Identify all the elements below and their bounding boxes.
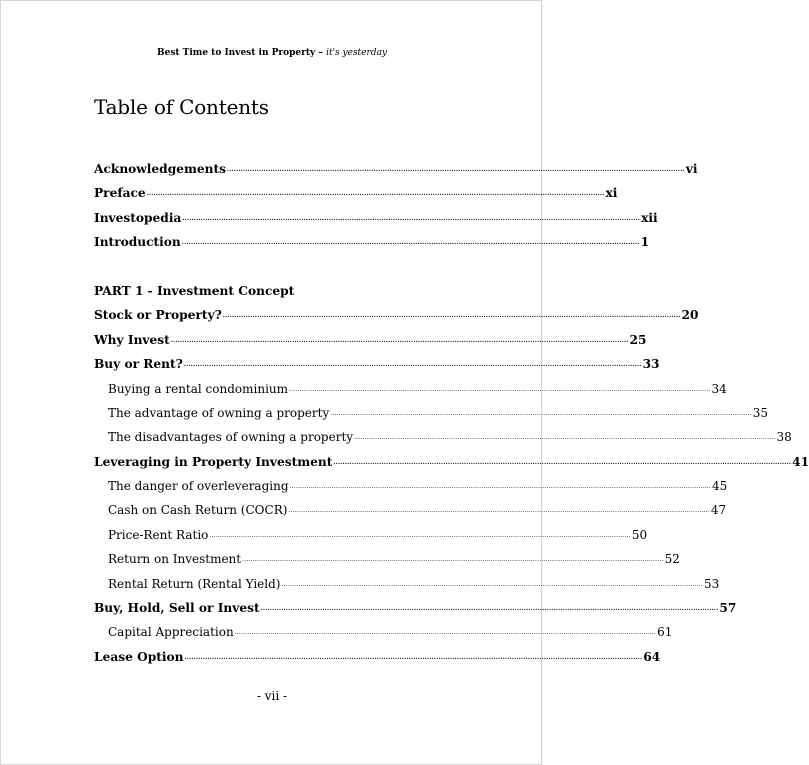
- toc-entry-label: Price-Rent Ratio: [108, 527, 209, 542]
- toc-entry[interactable]: [94, 503, 727, 527]
- toc-entry-label: Investopedia: [94, 210, 182, 225]
- toc-entry[interactable]: [94, 405, 768, 430]
- toc-entry[interactable]: [94, 649, 661, 674]
- toc-entry-page: 35: [752, 405, 768, 420]
- toc-entry-label: The advantage of owning a property: [108, 405, 330, 420]
- book-title: Best Time to Invest in Property: [156, 48, 316, 58]
- toc-entry[interactable]: [94, 186, 618, 210]
- toc-entry[interactable]: [94, 210, 658, 235]
- toc-entry-label: Leveraging in Property Investment: [94, 454, 333, 469]
- toc-entry-label: Acknowledgements: [94, 162, 226, 176]
- front-matter-list: [94, 162, 698, 260]
- book-subtitle: it's yesterday: [326, 48, 388, 58]
- dot-leader: ........................................................................................................................................................................................................: [181, 239, 640, 247]
- toc-entry-label: Stock or Property?: [94, 308, 222, 323]
- toc-title: Table of Contents: [94, 95, 269, 119]
- dot-leader: ........................................................................................................................................................................................................: [333, 458, 792, 466]
- page-number: - vii -: [256, 689, 288, 703]
- toc-entry[interactable]: [94, 332, 647, 357]
- toc-entry[interactable]: [94, 308, 699, 332]
- toc-entry-label: Buy or Rent?: [94, 357, 183, 372]
- toc-entry[interactable]: [94, 162, 698, 186]
- dot-leader: ........................................................................................................................................................................................................: [183, 361, 642, 369]
- toc-entry-page: 34: [711, 381, 727, 396]
- toc-entry-label: Rental Return (Rental Yield): [108, 576, 281, 591]
- toc-entry[interactable]: [94, 527, 648, 552]
- toc-entry-page: 57: [719, 601, 737, 616]
- toc-entry-page: 25: [629, 332, 647, 347]
- toc-entry[interactable]: [94, 454, 809, 479]
- toc-entry[interactable]: [94, 357, 660, 381]
- table-of-contents: [94, 162, 809, 674]
- header-separator: –: [315, 48, 327, 58]
- dot-leader: ........................................................................................................................................................................................................: [260, 605, 719, 613]
- toc-entry-label: Preface: [94, 186, 146, 201]
- toc-entry[interactable]: [94, 601, 737, 625]
- dot-leader: ........................................................................................................................................................................................................: [289, 385, 711, 393]
- toc-entry[interactable]: [94, 235, 650, 259]
- toc-entry-page: 47: [710, 503, 727, 518]
- toc-entry-page: 45: [711, 479, 728, 494]
- dot-leader: ........................................................................................................................................................................................................: [281, 580, 703, 588]
- toc-entry-page: 53: [703, 576, 720, 591]
- toc-entry[interactable]: [94, 625, 673, 649]
- dot-leader: ........................................................................................................................................................................................................: [146, 190, 605, 198]
- part-heading: PART 1 - Investment Concept: [94, 283, 295, 298]
- running-header: [1, 48, 543, 58]
- dot-leader: ........................................................................................................................................................................................................: [227, 166, 685, 173]
- toc-entry-label: The disadvantages of owning a property: [108, 430, 354, 445]
- toc-entry-label: Lease Option: [94, 649, 184, 664]
- toc-entry-page: 52: [664, 552, 680, 567]
- toc-entry-label: The danger of overleveraging: [108, 479, 289, 494]
- toc-entry-page: 61: [657, 625, 673, 640]
- toc-entry-label: Buy, Hold, Sell or Invest: [94, 601, 260, 616]
- toc-entry-page: 41: [792, 454, 809, 469]
- dot-leader: ........................................................................................................................................................................................................: [354, 434, 776, 442]
- dot-leader: ........................................................................................................................................................................................................: [222, 312, 681, 320]
- dot-leader: ........................................................................................................................................................................................................: [182, 214, 641, 222]
- dot-leader: ........................................................................................................................................................................................................: [234, 629, 657, 637]
- toc-entry[interactable]: [94, 479, 728, 503]
- toc-entry-page: 64: [643, 649, 661, 664]
- toc-entry[interactable]: [94, 381, 727, 406]
- toc-entry-page: 38: [776, 430, 792, 445]
- toc-entry-page: xi: [605, 186, 618, 201]
- toc-entry-label: Cash on Cash Return (COCR): [108, 503, 288, 518]
- dot-leader: ........................................................................................................................................................................................................: [184, 653, 643, 661]
- toc-entry-page: vi: [685, 162, 698, 176]
- toc-entry-label: Introduction: [94, 235, 181, 250]
- toc-entry-page: 50: [631, 527, 648, 542]
- toc-entry-page: 1: [640, 235, 650, 250]
- toc-entry-label: Buying a rental condominium: [108, 381, 289, 396]
- toc-entry[interactable]: [94, 576, 720, 601]
- dot-leader: ........................................................................................................................................................................................................: [170, 336, 629, 344]
- dot-leader: ........................................................................................................................................................................................................: [288, 507, 710, 515]
- toc-entry-page: xii: [641, 210, 658, 225]
- toc-entry-label: Why Invest: [94, 332, 170, 347]
- chapter-list: [94, 308, 809, 674]
- toc-entry[interactable]: [94, 552, 680, 576]
- toc-entry-label: Capital Appreciation: [108, 625, 234, 640]
- section-spacer: [94, 260, 447, 284]
- toc-entry-page: 20: [681, 308, 699, 323]
- dot-leader: ........................................................................................................................................................................................................: [330, 409, 752, 417]
- toc-entry[interactable]: [94, 430, 792, 454]
- toc-entry-label: Return on Investment: [108, 552, 242, 567]
- dot-leader: ........................................................................................................................................................................................................: [242, 556, 664, 564]
- dot-leader: ........................................................................................................................................................................................................: [289, 483, 711, 491]
- dot-leader: ........................................................................................................................................................................................................: [209, 531, 631, 539]
- toc-entry-page: 33: [642, 357, 660, 372]
